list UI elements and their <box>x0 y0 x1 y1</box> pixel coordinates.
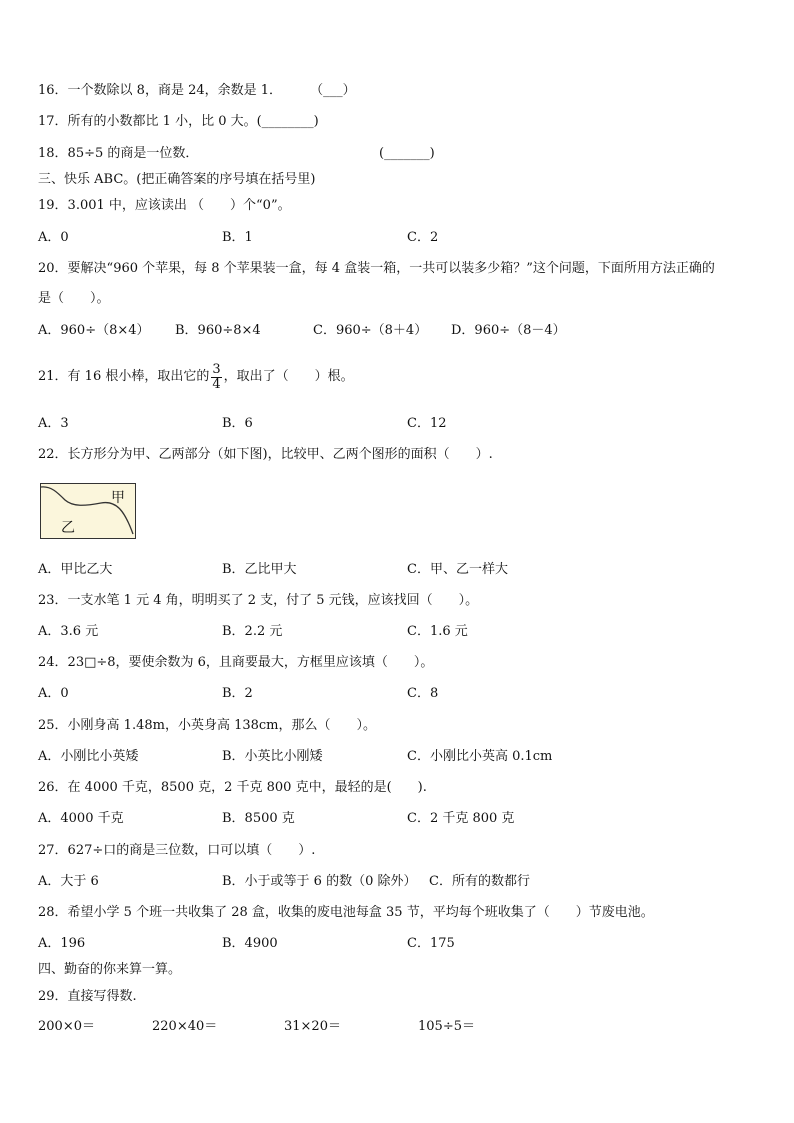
option-a[interactable]: A．196 <box>38 936 86 951</box>
question-20-line2: 是（ ）。 <box>38 291 110 306</box>
option-b[interactable]: B．6 <box>222 416 253 431</box>
question-23: 23．一支水笔 1 元 4 角，明明买了 2 支，付了 5 元钱，应该找回（ ）。 <box>38 593 479 608</box>
option-c[interactable]: C．960÷（8＋4） <box>313 323 428 338</box>
option-b[interactable]: B．8500 克 <box>222 811 295 826</box>
option-a[interactable]: A．甲比乙大 <box>38 562 113 577</box>
option-c[interactable]: C．8 <box>407 686 439 701</box>
option-b[interactable]: B．2.2 元 <box>222 624 283 639</box>
question-17: 17．所有的小数都比 1 小，比 0 大。(________) <box>38 114 319 129</box>
option-b[interactable]: B．2 <box>222 686 253 701</box>
option-a[interactable]: A．4000 千克 <box>38 811 124 826</box>
answer-blank[interactable]: （___） <box>310 83 356 98</box>
option-b[interactable]: B．960÷8×4 <box>175 323 261 338</box>
section-4-heading: 四、勤奋的你来算一算。 <box>38 962 182 977</box>
option-c[interactable]: C．175 <box>407 936 455 951</box>
option-c[interactable]: C．小刚比小英高 0.1cm <box>407 749 553 764</box>
option-a[interactable]: A．大于 6 <box>38 874 99 889</box>
option-b[interactable]: B．4900 <box>222 936 278 951</box>
option-a[interactable]: A．0 <box>38 230 69 245</box>
fraction: $\frac{3}{4}$ <box>212 361 221 392</box>
calc-item[interactable]: 200×0＝ <box>38 1019 95 1034</box>
option-c[interactable]: C．2 <box>407 230 439 245</box>
option-a[interactable]: A．0 <box>38 686 69 701</box>
option-a[interactable]: A．960÷（8×4） <box>38 323 150 338</box>
option-c[interactable]: C．所有的数都行 <box>429 874 530 889</box>
option-a[interactable]: A．小刚比小英矮 <box>38 749 139 764</box>
question-19: 19．3.001 中，应该读出 （ ）个“0”。 <box>38 198 291 213</box>
option-c[interactable]: C．1.6 元 <box>407 624 468 639</box>
option-a[interactable]: A．3 <box>38 416 69 431</box>
question-16: 16．一个数除以 8，商是 24，余数是 1． （___） <box>38 83 356 98</box>
question-27: 27．627÷口的商是三位数，口可以填（ ）. <box>38 843 316 858</box>
question-24: 24．23□÷8，要使余数为 6，且商要最大，方框里应该填（ ）。 <box>38 655 434 670</box>
option-a[interactable]: A．3.6 元 <box>38 624 99 639</box>
option-b[interactable]: B．小英比小刚矮 <box>222 749 323 764</box>
question-22: 22．长方形分为甲、乙两部分（如下图)，比较甲、乙两个图形的面积（ ）. <box>38 447 493 462</box>
calc-item[interactable]: 105÷5＝ <box>418 1019 475 1034</box>
option-b[interactable]: B．小于或等于 6 的数（0 除外） <box>222 874 417 889</box>
calc-item[interactable]: 31×20＝ <box>284 1019 341 1034</box>
question-25: 25．小刚身高 1.48m，小英身高 138cm，那么（ ）。 <box>38 718 377 733</box>
option-c[interactable]: C．2 千克 800 克 <box>407 811 515 826</box>
option-c[interactable]: C．甲、乙一样大 <box>407 562 508 577</box>
calc-item[interactable]: 220×40＝ <box>152 1019 218 1034</box>
label-jia: 甲 <box>111 490 125 506</box>
section-3-heading: 三、快乐 ABC。(把正确答案的序号填在括号里) <box>38 172 316 187</box>
question-26: 26．在 4000 千克，8500 克，2 千克 800 克中，最轻的是( ). <box>38 780 427 795</box>
label-yi: 乙 <box>61 520 75 536</box>
option-b[interactable]: B．1 <box>222 230 253 245</box>
question-20-line1: 20．要解决“960 个苹果，每 8 个苹果装一盒，每 4 盒装一箱，一共可以装多少箱？”这个问题，下面所用方法正确的 <box>38 261 715 276</box>
rectangle-figure <box>40 483 136 539</box>
answer-blank-18[interactable]: (_______) <box>379 146 435 161</box>
option-c[interactable]: C．12 <box>407 416 447 431</box>
option-d[interactable]: D．960÷（8－4） <box>451 323 566 338</box>
question-29: 29．直接写得数. <box>38 989 137 1004</box>
question-18: 18．85÷5 的商是一位数． <box>38 146 199 161</box>
question-21: 21．有 16 根小棒，取出它的 $\frac{3}{4}$ ，取出了（ ）根。 <box>38 361 354 392</box>
option-b[interactable]: B．乙比甲大 <box>222 562 297 577</box>
question-28: 28．希望小学 5 个班一共收集了 28 盒，收集的废电池每盒 35 节，平均每个班收集了（ ）节废电池。 <box>38 905 654 920</box>
